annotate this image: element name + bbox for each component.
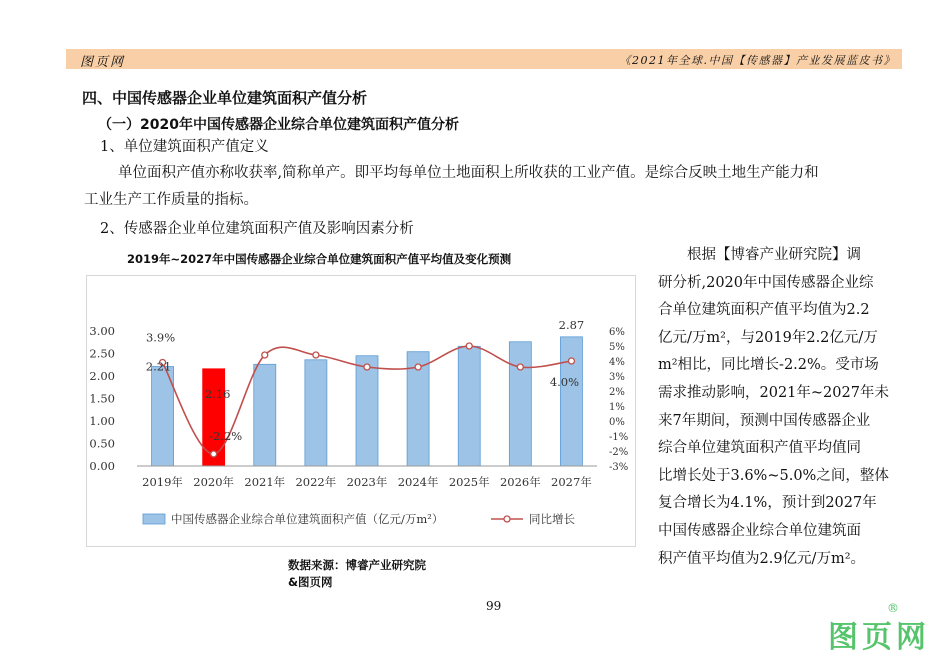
paragraph-line: 需求推动影响，2021年~2027年未 bbox=[658, 384, 889, 401]
category-label: 2022年 bbox=[295, 475, 337, 489]
source-line2: &图页网 bbox=[288, 575, 333, 589]
category-label: 2023年 bbox=[346, 475, 388, 489]
growth-point bbox=[568, 358, 574, 364]
right-axis-tick: 1% bbox=[609, 402, 625, 413]
right-axis-tick: -1% bbox=[609, 432, 629, 443]
right-axis-tick: 2% bbox=[609, 387, 625, 398]
paragraph-line: 研分析,2020年中国传感器企业综 bbox=[658, 274, 874, 291]
data-label: 4.0% bbox=[549, 375, 580, 389]
data-label: 3.9% bbox=[145, 330, 176, 345]
paragraph-line: 亿元/万m²，与2019年2.2亿元/万 bbox=[658, 329, 878, 346]
growth-point bbox=[364, 364, 370, 370]
page-number: 99 bbox=[486, 599, 502, 613]
page-header bbox=[66, 49, 902, 69]
chart-frame bbox=[86, 275, 636, 547]
left-axis-tick: 0.50 bbox=[89, 436, 115, 451]
left-axis-tick: 2.50 bbox=[89, 346, 115, 361]
bar bbox=[560, 337, 582, 466]
source-line1: 数据来源：博睿产业研究院 bbox=[288, 558, 426, 572]
legend-bar-swatch bbox=[143, 514, 165, 524]
bar bbox=[305, 360, 327, 466]
definition-text-line2: 工业生产工作质量的指标。 bbox=[84, 192, 258, 208]
paragraph-line: 来7年期间，预测中国传感器企业 bbox=[658, 412, 871, 429]
category-label: 2025年 bbox=[448, 475, 490, 489]
data-label: 2.87 bbox=[558, 317, 585, 332]
right-axis-tick: -2% bbox=[609, 447, 629, 458]
left-axis-tick: 0.00 bbox=[89, 459, 115, 473]
legend-line-marker bbox=[504, 516, 510, 522]
right-axis-tick: 6% bbox=[609, 327, 625, 338]
growth-point bbox=[313, 352, 319, 358]
category-label: 2021年 bbox=[244, 475, 286, 489]
bar bbox=[254, 364, 276, 466]
section-heading: 四、中国传感器企业单位建筑面积产值分析 bbox=[82, 89, 368, 107]
category-label: 2024年 bbox=[397, 475, 439, 489]
analysis-paragraph bbox=[658, 242, 890, 573]
data-label: -2.2% bbox=[209, 429, 243, 443]
paragraph-line: 比增长处于3.6%~5.0%之间，整体 bbox=[658, 467, 889, 484]
right-axis-tick: 4% bbox=[609, 357, 625, 368]
bar bbox=[356, 356, 378, 466]
right-axis-tick: 0% bbox=[609, 417, 625, 428]
bar bbox=[509, 342, 531, 466]
paragraph-line: 复合增长为4.1%，预计到2027年 bbox=[658, 495, 877, 512]
category-label: 2026年 bbox=[499, 475, 541, 489]
category-label: 2019年 bbox=[142, 475, 183, 489]
right-axis-tick: -3% bbox=[609, 462, 629, 473]
growth-point bbox=[466, 343, 472, 349]
right-axis-tick: 5% bbox=[609, 342, 625, 353]
registered-mark: ® bbox=[887, 601, 899, 615]
category-label: 2027年 bbox=[551, 475, 592, 489]
paragraph-line: 综合单位建筑面积产值平均值同 bbox=[658, 440, 861, 457]
paragraph-line: 中国传感器企业综合单位建筑面 bbox=[658, 522, 861, 539]
growth-point bbox=[415, 364, 421, 370]
paragraph-line: 积产值平均值为2.9亿元/万m²。 bbox=[658, 550, 866, 567]
definition-text-line1: 单位面积产值亦称收获率,简称单产。即平均每单位土地面积上所收获的工业产值。是综合反映土地生产能力和 bbox=[118, 165, 819, 181]
combo-chart bbox=[87, 276, 635, 546]
growth-point bbox=[262, 352, 268, 358]
category-label: 2020年 bbox=[193, 475, 235, 489]
left-axis-tick: 2.00 bbox=[89, 369, 115, 383]
header-title: 《2021年全球.中国【传感器】产业发展蓝皮书》 bbox=[619, 54, 896, 67]
paragraph-line: 根据【博睿产业研究院】调 bbox=[687, 247, 861, 263]
chart-title: 2019年~2027年中国传感器企业综合单位建筑面积产值平均值及变化预测 bbox=[127, 252, 512, 266]
header-left: 图页网 bbox=[80, 55, 126, 70]
data-label: 2.16 bbox=[204, 386, 231, 401]
right-axis-tick: 3% bbox=[609, 372, 625, 383]
paragraph-line: m²相比，同比增长-2.2%。受市场 bbox=[658, 357, 879, 374]
subsection-heading: （一）2020年中国传感器企业综合单位建筑面积产值分析 bbox=[98, 117, 459, 133]
analysis-heading: 2、传感器企业单位建筑面积产值及影响因素分析 bbox=[100, 221, 414, 237]
legend-line-label: 同比增长 bbox=[529, 512, 575, 526]
data-label: 2.21 bbox=[145, 359, 172, 374]
bar bbox=[458, 346, 480, 466]
paragraph-line: 合单位建筑面积产值平均值为2.2 bbox=[658, 302, 870, 319]
data-source bbox=[288, 557, 426, 591]
growth-point bbox=[517, 364, 523, 370]
left-axis-tick: 1.50 bbox=[89, 391, 115, 406]
growth-point bbox=[211, 451, 217, 457]
left-axis-tick: 3.00 bbox=[89, 324, 115, 338]
left-axis-tick: 1.00 bbox=[89, 414, 115, 428]
legend-bar-label: 中国传感器企业综合单位建筑面积产值（亿元/万m²） bbox=[171, 512, 444, 526]
definition-heading: 1、单位建筑面积产值定义 bbox=[100, 139, 269, 155]
watermark-logo: 图页网 bbox=[828, 620, 930, 655]
